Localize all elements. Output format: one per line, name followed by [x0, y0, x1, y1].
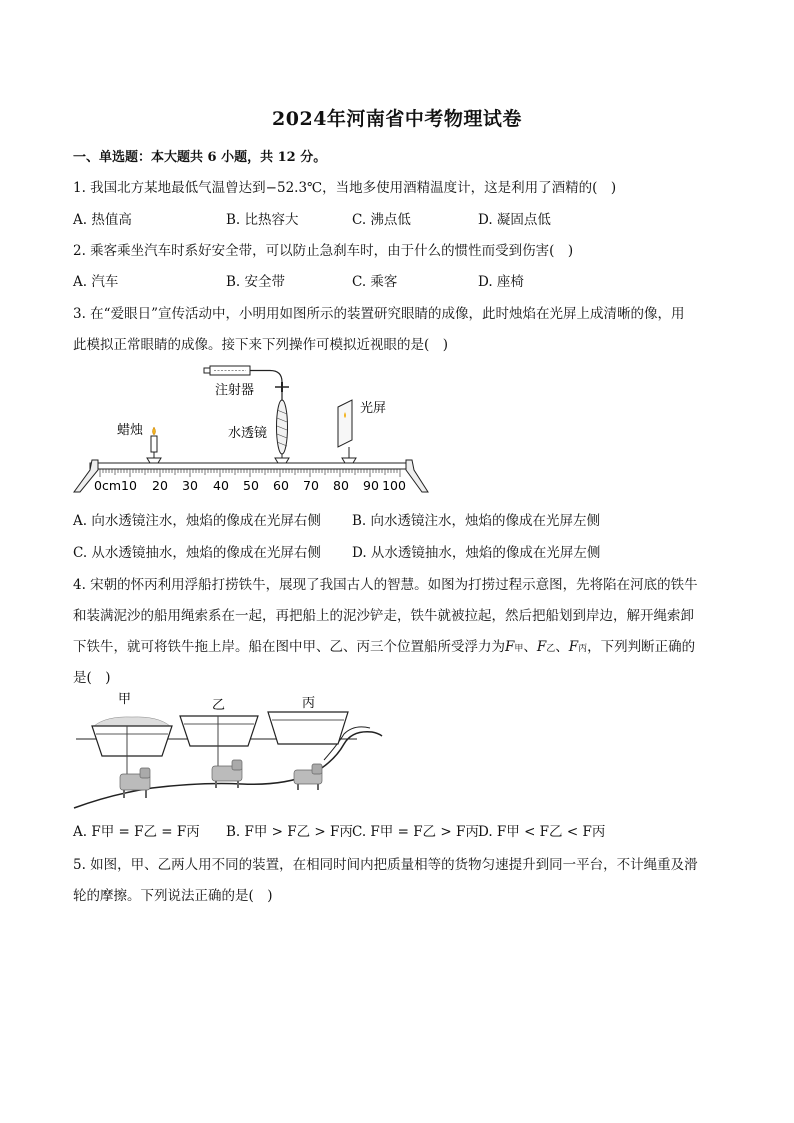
candle-icon [147, 427, 161, 463]
q3-option-d[interactable]: D. 从水透镜抽水，烛焰的像成在光屏左侧 [352, 545, 601, 561]
q2-option-c[interactable]: C. 乘客 [352, 274, 398, 290]
section-heading: 一、单选题：本大题共 6 小题，共 12 分。 [73, 150, 327, 165]
boat-salvage-figure [72, 686, 392, 814]
q1-stem: 1. 我国北方某地最低气温曾达到−52.3℃，当地多使用酒精温度计，这是利用了酒精的( ) [73, 180, 617, 196]
ruler-label-0: 0cm10 [94, 478, 137, 493]
exam-title: 2024年河南省中考物理试卷 [272, 108, 522, 130]
iron-ox-icon-3 [294, 764, 322, 790]
ruler-label-40: 40 [213, 478, 229, 493]
q1-option-b[interactable]: B. 比热容大 [226, 212, 299, 228]
iron-ox-icon [120, 768, 150, 798]
q4-option-c[interactable]: C. F甲 = F乙 > F丙 [352, 824, 479, 840]
q3-stem-line2: 此模拟正常眼睛的成像。接下来下列操作可模拟近视眼的是( ) [73, 337, 449, 353]
q3-option-a[interactable]: A. 向水透镜注水，烛焰的像成在光屏右侧 [73, 513, 321, 529]
water-lens-icon [275, 390, 289, 463]
optical-bench-figure [70, 360, 435, 500]
ruler-label-20: 20 [152, 478, 168, 493]
ruler-scale [100, 469, 400, 477]
screen-label: 光屏 [360, 401, 387, 416]
q5-stem-line2: 轮的摩擦。下列说法正确的是( ) [73, 888, 273, 904]
q4-stem-line4: 是( ) [73, 670, 111, 686]
q3-option-b[interactable]: B. 向水透镜注水，烛焰的像成在光屏左侧 [352, 513, 601, 529]
q2-option-a[interactable]: A. 汽车 [73, 274, 119, 290]
ruler-label-100: 100 [382, 478, 406, 493]
q4-stem-line3-pre: 下铁牛，就可将铁牛拖上岸。船在图中甲、乙、丙三个位置船所受浮力为 [73, 639, 505, 655]
q2-option-b[interactable]: B. 安全带 [226, 274, 286, 290]
screen-icon [338, 400, 356, 463]
label-jia: 甲 [118, 692, 132, 707]
ruler-label-60: 60 [273, 478, 289, 493]
q1-option-c[interactable]: C. 沸点低 [352, 212, 411, 228]
lens-label: 水透镜 [228, 426, 268, 441]
boat-yi [180, 716, 258, 766]
q3-stem-line1: 3. 在“爱眼日”宣传活动中，小明用如图所示的装置研究眼睛的成像，此时烛焰在光屏上成清晰的像，用 [73, 306, 685, 322]
q1-option-a[interactable]: A. 热值高 [73, 212, 132, 228]
q2-stem: 2. 乘客乘坐汽车时系好安全带，可以防止急刹车时，由于什么的惯性而受到伤害( ) [73, 243, 574, 259]
boat-bing [268, 712, 348, 744]
q4-stem-line3-post: ，下列判断正确的 [587, 639, 696, 655]
ruler-label-80: 80 [333, 478, 349, 493]
q4-option-b[interactable]: B. F甲 > F乙 > F丙 [226, 824, 353, 840]
q2-option-d[interactable]: D. 座椅 [478, 274, 524, 290]
ruler-label-70: 70 [303, 478, 319, 493]
q5-stem-line1: 5. 如图，甲、乙两人用不同的装置，在相同时间内把质量相等的货物匀速提升到同一平台，不计绳重及滑 [73, 857, 698, 873]
ruler-label-30: 30 [182, 478, 198, 493]
q4-stem-line3: 下铁牛，就可将铁牛拖上岸。船在图中甲、乙、丙三个位置船所受浮力为F甲、F乙、F丙，下列判断正确的 [73, 639, 696, 655]
q1-option-d[interactable]: D. 凝固点低 [478, 212, 551, 228]
candle-label: 蜡烛 [117, 423, 144, 438]
q4-stem-line2: 和装满泥沙的船用绳索系在一起，再把船上的泥沙铲走，铁牛就被拉起，然后把船划到岸边，解开绳索卸 [73, 608, 694, 624]
label-yi: 乙 [212, 698, 226, 713]
label-bing: 丙 [302, 696, 316, 711]
ruler-label-50: 50 [243, 478, 259, 493]
q4-option-d[interactable]: D. F甲 < F乙 < F丙 [478, 824, 606, 840]
ruler-label-90: 90 [363, 478, 379, 493]
boat-jia [92, 717, 172, 774]
q4-stem-line1: 4. 宋朝的怀丙利用浮船打捞铁牛，展现了我国古人的智慧。如图为打捞过程示意图，先将陷在河底的铁牛 [73, 577, 698, 593]
syringe-label: 注射器 [215, 383, 255, 398]
q4-option-a[interactable]: A. F甲 = F乙 = F丙 [73, 824, 200, 840]
q3-option-c[interactable]: C. 从水透镜抽水，烛焰的像成在光屏右侧 [73, 545, 321, 561]
